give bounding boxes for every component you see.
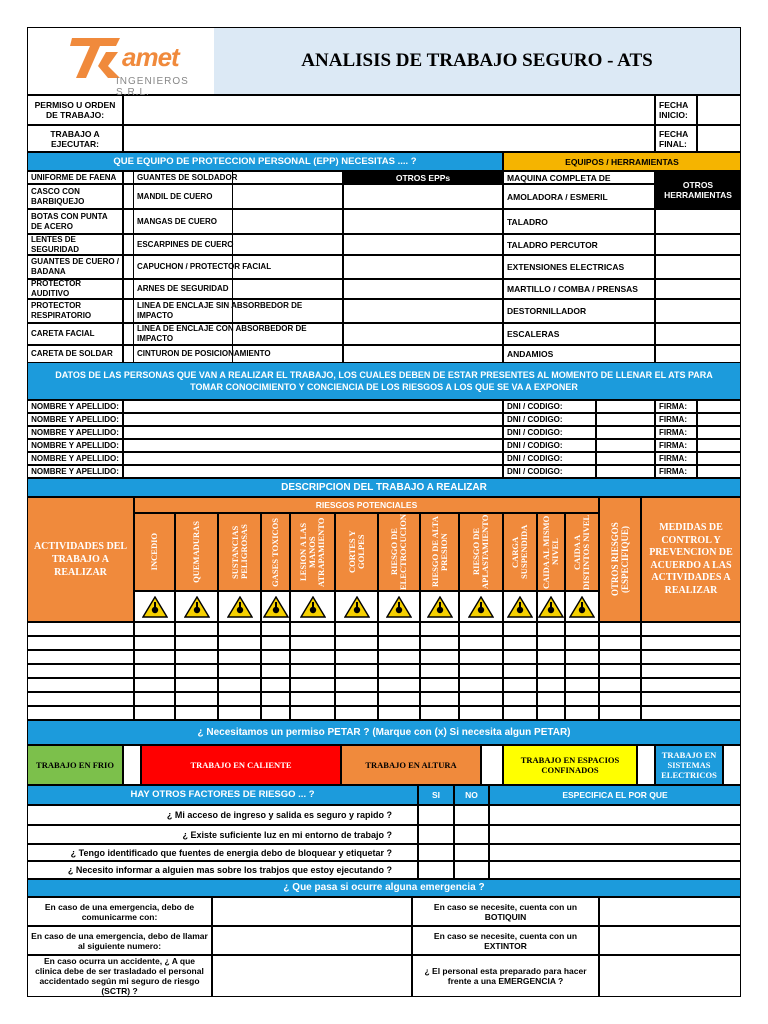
equipos-header: EQUIPOS / HERRAMIENTAS xyxy=(503,152,741,171)
nombre-label: NOMBRE Y APELLIDO: xyxy=(27,465,123,478)
risk-check[interactable] xyxy=(565,650,599,664)
actividad-field[interactable] xyxy=(27,650,134,664)
factores-header: HAY OTROS FACTORES DE RIESGO ... ? xyxy=(27,785,418,805)
risk-check[interactable] xyxy=(599,636,641,650)
flame-hazard-icon xyxy=(134,591,175,622)
risk-check[interactable] xyxy=(503,636,537,650)
factor-especifica-field[interactable] xyxy=(489,861,741,879)
risk-check[interactable] xyxy=(599,650,641,664)
riesgos-header: RIESGOS POTENCIALES xyxy=(134,497,599,513)
emergencia-q5: En caso se necesite, cuenta con un EXTINTOR xyxy=(412,926,599,955)
risk-header xyxy=(459,513,503,591)
cut-hazard-icon xyxy=(335,591,378,622)
risk-check[interactable] xyxy=(537,706,565,720)
risk-check[interactable] xyxy=(420,706,459,720)
risk-header xyxy=(503,513,537,591)
personas-header: DATOS DE LAS PERSONAS QUE VAN A REALIZAR EL TRABAJO, LOS CUALES DEBEN DE ESTAR PRESENTES AL MOMENTO DE LLENAR EL ATS PARA TOMAR CONOCIMIENTO Y CONCIENCIA DE LOS RIESGOS A LOS QUE SE VA A EXPONER xyxy=(27,362,741,400)
nombre-label: NOMBRE Y APELLIDO: xyxy=(27,413,123,426)
emergencia-q1: En caso de una emergencia, debo de comunicarme con: xyxy=(27,897,212,926)
risk-label: GASES TOXICOS xyxy=(270,517,280,587)
permiso-label: PERMISO U ORDEN DE TRABAJO: xyxy=(27,95,123,125)
risk-check[interactable] xyxy=(175,706,218,720)
tool-item: MARTILLO / COMBA / PRENSAS xyxy=(503,279,655,299)
risk-check[interactable] xyxy=(175,636,218,650)
risk-check[interactable] xyxy=(459,706,503,720)
load-hazard-icon xyxy=(503,591,537,622)
firma-label: FIRMA: xyxy=(655,426,697,439)
epp-item: ESCARPINES DE CUERO xyxy=(133,234,343,255)
risk-check[interactable] xyxy=(503,622,537,636)
trabajo-electricos[interactable]: TRABAJO EN SISTEMAS ELECTRICOS xyxy=(655,745,723,785)
dni-label: DNI / CODIGO: xyxy=(503,400,596,413)
risk-check[interactable] xyxy=(261,650,290,664)
emergencia-a6[interactable] xyxy=(599,955,741,997)
risk-header xyxy=(290,513,335,591)
emergencia-header: ¿ Que pasa si ocurre alguna emergencia ? xyxy=(27,879,741,897)
trabajo-confinados[interactable]: TRABAJO EN ESPACIOS CONFINADOS xyxy=(503,745,637,785)
otros-epp-field[interactable] xyxy=(343,323,503,345)
risk-header xyxy=(218,513,261,591)
epp-item: PROTECTOR RESPIRATORIO xyxy=(27,299,123,323)
nombre-field[interactable] xyxy=(123,426,503,439)
risk-check[interactable] xyxy=(175,650,218,664)
actividad-field[interactable] xyxy=(27,636,134,650)
risk-label: RIESGO DE ELECTROCUCION xyxy=(389,513,408,591)
risk-check[interactable] xyxy=(134,678,175,692)
epp-item: PROTECTOR AUDITIVO xyxy=(27,279,123,299)
risk-check[interactable] xyxy=(378,664,420,678)
risk-check[interactable] xyxy=(378,678,420,692)
otros-herramienta-field[interactable] xyxy=(655,323,741,345)
hand-hazard-icon xyxy=(290,591,335,622)
otros-herramienta-field[interactable] xyxy=(655,255,741,279)
trabajo-field[interactable] xyxy=(123,125,655,152)
otros-herramientas-header: OTROS HERRAMIENTAS xyxy=(655,171,741,209)
risk-check[interactable] xyxy=(503,706,537,720)
risk-check[interactable] xyxy=(134,622,175,636)
medidas-field[interactable] xyxy=(641,636,741,650)
firma-label: FIRMA: xyxy=(655,465,697,478)
risk-check[interactable] xyxy=(537,692,565,706)
fecha-inicio-label: FECHA INICIO: xyxy=(655,95,697,125)
epp-item: LINEA DE ENCLAJE SIN ABSORBEDOR DE IMPACTO xyxy=(133,299,343,323)
factor-question: ¿ Mi acceso de ingreso y salida es seguro y rapido ? xyxy=(27,805,418,825)
descripcion-header: DESCRIPCION DEL TRABAJO A REALIZAR xyxy=(27,478,741,497)
firma-field[interactable] xyxy=(697,439,741,452)
medidas-field[interactable] xyxy=(641,664,741,678)
risk-check[interactable] xyxy=(335,692,378,706)
risk-check[interactable] xyxy=(290,636,335,650)
dni-field[interactable] xyxy=(596,426,655,439)
logo-text: amet xyxy=(122,42,179,72)
si-header: SI xyxy=(418,785,454,805)
risk-label: RIESGO DE APLASTAMIENTO xyxy=(471,514,490,590)
trabajo-frio[interactable]: TRABAJO EN FRIO xyxy=(27,745,123,785)
risk-header xyxy=(134,513,175,591)
risk-check[interactable] xyxy=(290,664,335,678)
emergencia-a4[interactable] xyxy=(599,897,741,926)
risk-check[interactable] xyxy=(599,622,641,636)
risk-check[interactable] xyxy=(378,636,420,650)
risk-check[interactable] xyxy=(537,664,565,678)
otros-riesgos-header xyxy=(599,497,641,622)
risk-label: SUSTANCIAS PELIGROSAS xyxy=(229,524,249,580)
otros-epp-field[interactable] xyxy=(343,279,503,299)
risk-check[interactable] xyxy=(503,692,537,706)
epp-item: CASCO CON BARBIQUEJO xyxy=(27,184,123,209)
factor-si-check[interactable] xyxy=(418,844,454,861)
factor-no-check[interactable] xyxy=(454,825,489,844)
risk-label: CARGA SUSPENDIDA xyxy=(510,524,529,580)
risk-check[interactable] xyxy=(261,636,290,650)
risk-check[interactable] xyxy=(378,622,420,636)
risk-check[interactable] xyxy=(218,636,261,650)
risk-check[interactable] xyxy=(459,636,503,650)
tool-item: DESTORNILLADOR xyxy=(503,299,655,323)
risk-check[interactable] xyxy=(218,678,261,692)
risk-check[interactable] xyxy=(175,692,218,706)
burn-hazard-icon xyxy=(175,591,218,622)
tool-item: EXTENSIONES ELECTRICAS xyxy=(503,255,655,279)
fecha-final-field[interactable] xyxy=(697,125,741,152)
risk-check[interactable] xyxy=(290,650,335,664)
firma-label: FIRMA: xyxy=(655,439,697,452)
fecha-inicio-field[interactable] xyxy=(697,95,741,125)
risk-check[interactable] xyxy=(565,692,599,706)
epp-item: CAPUCHON / PROTECTOR FACIAL xyxy=(133,255,343,279)
emergencia-a3[interactable] xyxy=(212,955,412,997)
risk-header xyxy=(378,513,420,591)
epp-header: QUE EQUIPO DE PROTECCION PERSONAL (EPP) NECESITAS .... ? xyxy=(27,152,503,171)
actividad-field[interactable] xyxy=(27,678,134,692)
risk-check[interactable] xyxy=(599,664,641,678)
nombre-field[interactable] xyxy=(123,400,503,413)
gas-hazard-icon xyxy=(261,591,290,622)
risk-label: RIESGO DE ALTA PRESION xyxy=(429,516,449,588)
firma-label: FIRMA: xyxy=(655,452,697,465)
otros-epp-field[interactable] xyxy=(343,345,503,363)
firma-label: FIRMA: xyxy=(655,400,697,413)
risk-check[interactable] xyxy=(134,636,175,650)
risk-check[interactable] xyxy=(261,622,290,636)
trabajo-frio-check[interactable] xyxy=(123,745,141,785)
tool-item: ANDAMIOS xyxy=(503,345,655,363)
risk-check[interactable] xyxy=(420,622,459,636)
logo-subtitle: INGENIEROS S.R.L. xyxy=(116,76,189,98)
risk-check[interactable] xyxy=(261,706,290,720)
tool-item: MAQUINA COMPLETA DE xyxy=(503,171,655,184)
actividad-field[interactable] xyxy=(27,664,134,678)
risk-check[interactable] xyxy=(261,692,290,706)
risk-check[interactable] xyxy=(290,678,335,692)
risk-check[interactable] xyxy=(503,678,537,692)
medidas-field[interactable] xyxy=(641,678,741,692)
otros-riesgos-label: OTROS RIESGOS (ESPECIFIQUE) xyxy=(610,522,630,597)
risk-check[interactable] xyxy=(537,622,565,636)
risk-check[interactable] xyxy=(335,650,378,664)
otros-epp-field[interactable] xyxy=(343,299,503,323)
risk-header xyxy=(420,513,459,591)
otros-herramienta-field[interactable] xyxy=(655,345,741,363)
otros-herramienta-field[interactable] xyxy=(655,299,741,323)
trabajo-altura-check[interactable] xyxy=(481,745,503,785)
tool-item: TALADRO PERCUTOR xyxy=(503,234,655,255)
risk-check[interactable] xyxy=(378,706,420,720)
trabajo-altura[interactable]: TRABAJO EN ALTURA xyxy=(341,745,481,785)
epp-item: MANDIL DE CUERO xyxy=(133,184,343,209)
factor-si-check[interactable] xyxy=(418,861,454,879)
epp-item: CINTURON DE POSICIONAMIENTO xyxy=(133,345,343,363)
factor-question: ¿ Necesito informar a alguien mas sobre los trabjos que estoy ejecutando ? xyxy=(27,861,418,879)
factor-no-check[interactable] xyxy=(454,844,489,861)
risk-check[interactable] xyxy=(335,664,378,678)
trabajo-caliente[interactable]: TRABAJO EN CALIENTE xyxy=(141,745,341,785)
nombre-label: NOMBRE Y APELLIDO: xyxy=(27,452,123,465)
otros-epp-field[interactable] xyxy=(343,209,503,234)
risk-check[interactable] xyxy=(599,692,641,706)
risk-check[interactable] xyxy=(335,636,378,650)
risk-check[interactable] xyxy=(218,692,261,706)
risk-check[interactable] xyxy=(290,692,335,706)
dni-field[interactable] xyxy=(596,439,655,452)
dni-label: DNI / CODIGO: xyxy=(503,439,596,452)
epp-item: ARNES DE SEGURIDAD xyxy=(133,279,343,299)
factor-especifica-field[interactable] xyxy=(489,844,741,861)
medidas-header: MEDIDAS DE CONTROL Y PREVENCION DE ACUERDO A LAS ACTIVIDADES A REALIZAR xyxy=(641,497,741,622)
skull-hazard-icon xyxy=(218,591,261,622)
risk-check[interactable] xyxy=(261,678,290,692)
risk-check[interactable] xyxy=(378,692,420,706)
firma-field[interactable] xyxy=(697,413,741,426)
risk-check[interactable] xyxy=(565,678,599,692)
especifica-header: ESPECIFICA EL POR QUE xyxy=(489,785,741,805)
medidas-field[interactable] xyxy=(641,622,741,636)
risk-check[interactable] xyxy=(459,692,503,706)
epp-item: MANGAS DE CUERO xyxy=(133,209,343,234)
risk-check[interactable] xyxy=(218,706,261,720)
factor-especifica-field[interactable] xyxy=(489,805,741,825)
page-title: ANALISIS DE TRABAJO SEGURO - ATS xyxy=(214,28,740,94)
risk-check[interactable] xyxy=(459,678,503,692)
risk-header xyxy=(261,513,290,591)
tool-item: ESCALERAS xyxy=(503,323,655,345)
risk-check[interactable] xyxy=(459,622,503,636)
risk-label: CAIDA A DISTINTOS NIVEL xyxy=(572,514,591,590)
dni-label: DNI / CODIGO: xyxy=(503,413,596,426)
slip-hazard-icon xyxy=(537,591,565,622)
risk-header xyxy=(335,513,378,591)
epp-item: BOTAS CON PUNTA DE ACERO xyxy=(27,209,123,234)
risk-check[interactable] xyxy=(290,622,335,636)
otros-epp-field[interactable] xyxy=(343,255,503,279)
no-header: NO xyxy=(454,785,489,805)
epp-item: UNIFORME DE FAENA xyxy=(27,171,123,184)
risk-label: QUEMADURAS xyxy=(191,521,201,583)
emergencia-a5[interactable] xyxy=(599,926,741,955)
emergencia-a2[interactable] xyxy=(212,926,412,955)
risk-check[interactable] xyxy=(537,650,565,664)
factor-si-check[interactable] xyxy=(418,825,454,844)
risk-check[interactable] xyxy=(503,650,537,664)
emergencia-a1[interactable] xyxy=(212,897,412,926)
nombre-label: NOMBRE Y APELLIDO: xyxy=(27,426,123,439)
risk-check[interactable] xyxy=(565,636,599,650)
fecha-final-label: FECHA FINAL: xyxy=(655,125,697,152)
risk-check[interactable] xyxy=(565,664,599,678)
nombre-label: NOMBRE Y APELLIDO: xyxy=(27,400,123,413)
risk-check[interactable] xyxy=(459,650,503,664)
permiso-field[interactable] xyxy=(123,95,655,125)
risk-label: LESION A LAS MANOS ATRAPAMIENTO xyxy=(298,517,326,587)
bolt-hazard-icon xyxy=(378,591,420,622)
actividades-header: ACTIVIDADES DEL TRABAJO A REALIZAR xyxy=(27,497,134,622)
otros-herramienta-field[interactable] xyxy=(655,209,741,234)
tool-item: AMOLADORA / ESMERIL xyxy=(503,184,655,209)
emergencia-q3: En caso ocurra un accidente, ¿ A que clinica debe de ser trasladado el personal accidentado según mi seguro de riesgo (SCTR) ? xyxy=(27,955,212,997)
nombre-field[interactable] xyxy=(123,439,503,452)
risk-check[interactable] xyxy=(565,622,599,636)
trabajo-confinados-check[interactable] xyxy=(637,745,655,785)
emergencia-q6: ¿ El personal esta preparado para hacer frente a una EMERGENCIA ? xyxy=(412,955,599,997)
factor-si-check[interactable] xyxy=(418,805,454,825)
risk-check[interactable] xyxy=(175,622,218,636)
risk-check[interactable] xyxy=(175,678,218,692)
dni-field[interactable] xyxy=(596,400,655,413)
epp-item: CARETA DE SOLDAR xyxy=(27,345,123,363)
risk-label: CORTES Y GOLPES xyxy=(346,530,366,574)
firma-label: FIRMA: xyxy=(655,413,697,426)
risk-check[interactable] xyxy=(565,706,599,720)
dni-field[interactable] xyxy=(596,413,655,426)
risk-header xyxy=(565,513,599,591)
risk-check[interactable] xyxy=(218,650,261,664)
risk-check[interactable] xyxy=(175,664,218,678)
risk-check[interactable] xyxy=(378,650,420,664)
risk-check[interactable] xyxy=(599,706,641,720)
otros-herramienta-field[interactable] xyxy=(655,279,741,299)
pressure-hazard-icon xyxy=(420,591,459,622)
risk-check[interactable] xyxy=(503,664,537,678)
otros-herramienta-field[interactable] xyxy=(655,234,741,255)
risk-label: CAIDA AL MISMO NIVEL xyxy=(541,515,560,589)
otros-epp-field[interactable] xyxy=(343,184,503,209)
fall-hazard-icon xyxy=(565,591,599,622)
risk-check[interactable] xyxy=(335,706,378,720)
emergencia-q4: En caso se necesite, cuenta con un BOTIQUIN xyxy=(412,897,599,926)
risk-check[interactable] xyxy=(134,706,175,720)
epp-item: GUANTES DE CUERO / BADANA xyxy=(27,255,123,279)
dni-label: DNI / CODIGO: xyxy=(503,465,596,478)
nombre-field[interactable] xyxy=(123,465,503,478)
risk-check[interactable] xyxy=(599,678,641,692)
risk-check[interactable] xyxy=(537,678,565,692)
crush-hazard-icon xyxy=(459,591,503,622)
risk-check[interactable] xyxy=(420,650,459,664)
risk-check[interactable] xyxy=(218,664,261,678)
dni-label: DNI / CODIGO: xyxy=(503,426,596,439)
emergencia-q2: En caso de una emergencia, debo de llamar al siguiente numero: xyxy=(27,926,212,955)
factor-especifica-field[interactable] xyxy=(489,825,741,844)
risk-check[interactable] xyxy=(335,622,378,636)
risk-check[interactable] xyxy=(420,678,459,692)
nombre-field[interactable] xyxy=(123,452,503,465)
firma-field[interactable] xyxy=(697,426,741,439)
petar-header: ¿ Necesitamos un permiso PETAR ? (Marque con (x) Si necesita algun PETAR) xyxy=(27,720,741,745)
otros-epp-field[interactable] xyxy=(343,234,503,255)
risk-check[interactable] xyxy=(335,678,378,692)
risk-check[interactable] xyxy=(420,692,459,706)
logo xyxy=(28,28,214,98)
risk-check[interactable] xyxy=(420,664,459,678)
medidas-field[interactable] xyxy=(641,706,741,720)
risk-check[interactable] xyxy=(537,636,565,650)
factor-question: ¿ Tengo identificado que fuentes de energia debo de bloquear y etiquetar ? xyxy=(27,844,418,861)
epp-item: LINEA DE ENCLAJE CON ABSORBEDOR DE IMPACTO xyxy=(133,323,343,345)
risk-check[interactable] xyxy=(134,692,175,706)
epp-item: LENTES DE SEGURIDAD xyxy=(27,234,123,255)
risk-label: INCEDIO xyxy=(149,533,159,571)
trabajo-label: TRABAJO A EJECUTAR: xyxy=(27,125,123,152)
actividad-field[interactable] xyxy=(27,706,134,720)
epp-item: CARETA FACIAL xyxy=(27,323,123,345)
risk-check[interactable] xyxy=(290,706,335,720)
firma-field[interactable] xyxy=(697,452,741,465)
dni-label: DNI / CODIGO: xyxy=(503,452,596,465)
risk-header xyxy=(537,513,565,591)
medidas-field[interactable] xyxy=(641,650,741,664)
risk-check[interactable] xyxy=(134,650,175,664)
medidas-field[interactable] xyxy=(641,692,741,706)
risk-check[interactable] xyxy=(218,622,261,636)
otros-epps-header: OTROS EPPs xyxy=(343,171,503,184)
factor-question: ¿ Existe suficiente luz en mi entorno de trabajo ? xyxy=(27,825,418,844)
factor-no-check[interactable] xyxy=(454,805,489,825)
risk-check[interactable] xyxy=(261,664,290,678)
risk-check[interactable] xyxy=(459,664,503,678)
nombre-label: NOMBRE Y APELLIDO: xyxy=(27,439,123,452)
actividad-field[interactable] xyxy=(27,692,134,706)
risk-check[interactable] xyxy=(420,636,459,650)
factor-no-check[interactable] xyxy=(454,861,489,879)
risk-check[interactable] xyxy=(134,664,175,678)
tool-item: TALADRO xyxy=(503,209,655,234)
actividad-field[interactable] xyxy=(27,622,134,636)
logo-mark xyxy=(68,32,128,82)
firma-field[interactable] xyxy=(697,400,741,413)
epp-item: GUANTES DE SOLDADOR xyxy=(133,171,343,184)
trabajo-electricos-check[interactable] xyxy=(723,745,741,785)
risk-header xyxy=(175,513,218,591)
nombre-field[interactable] xyxy=(123,413,503,426)
dni-field[interactable] xyxy=(596,452,655,465)
